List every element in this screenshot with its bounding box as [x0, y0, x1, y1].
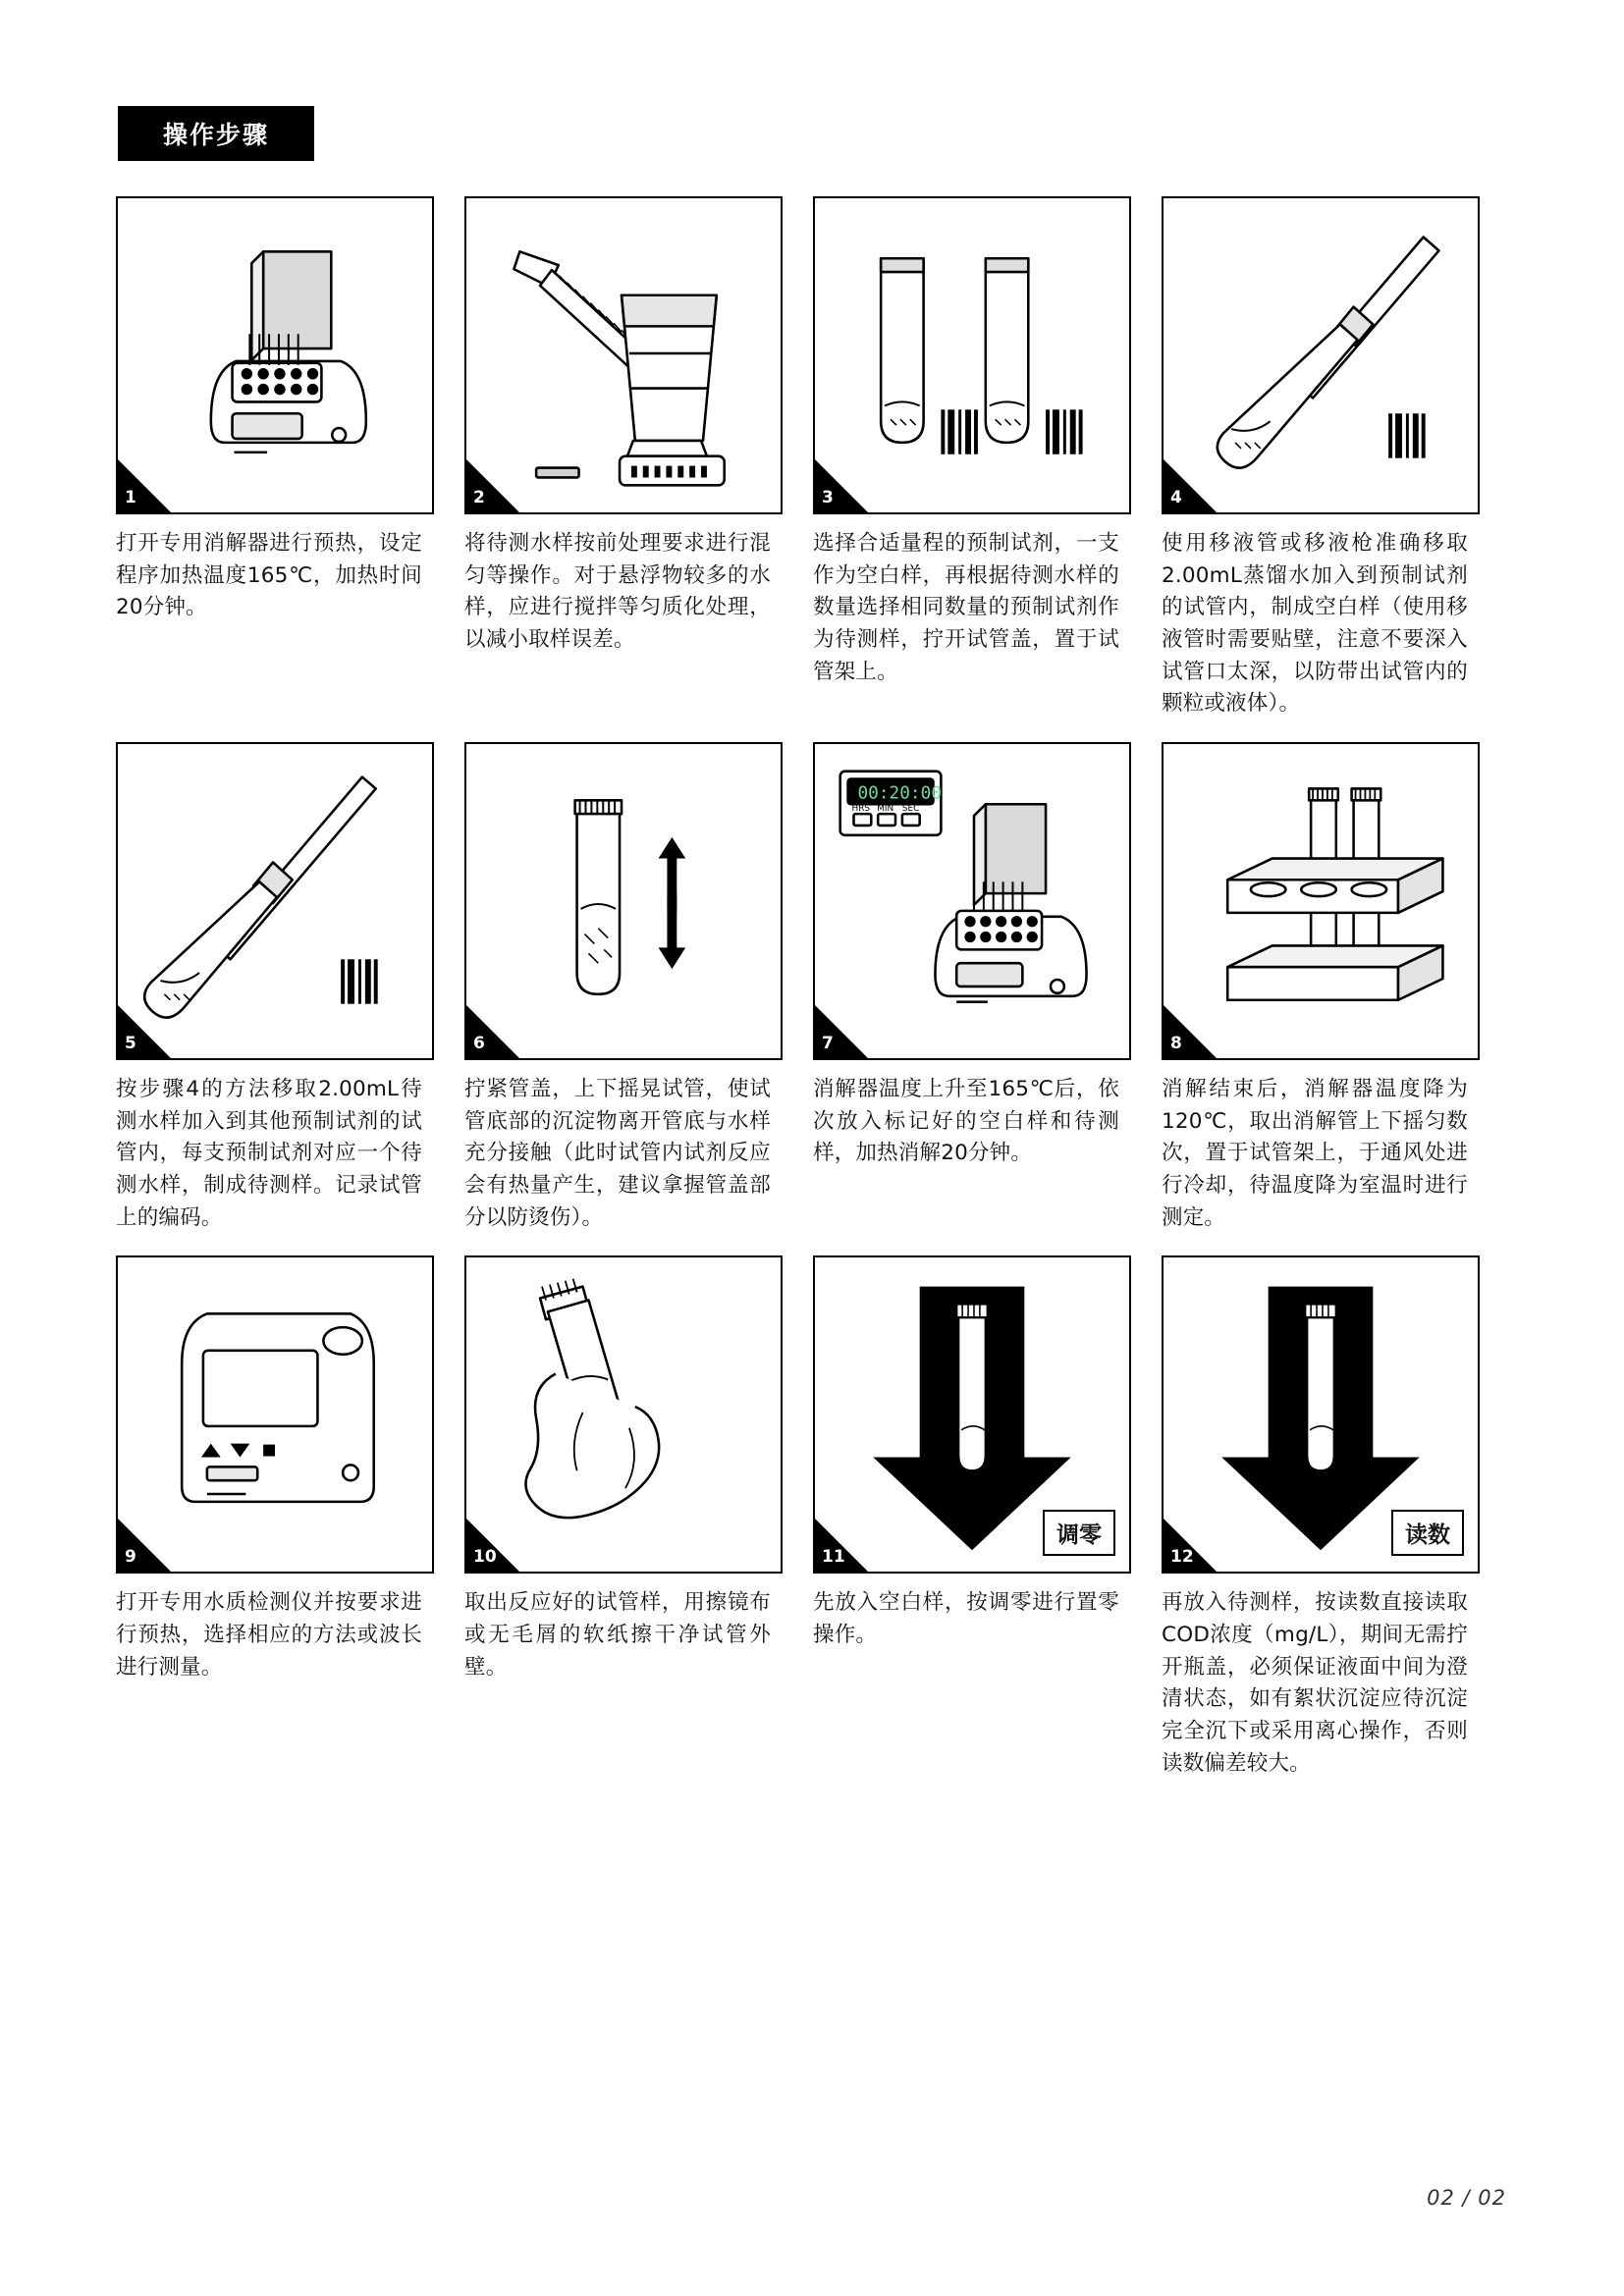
- step-caption-1: 打开专用消解器进行预热，设定程序加热温度165℃，加热时间20分钟。: [116, 531, 422, 620]
- page-number: 02 / 02: [1427, 2186, 1506, 2210]
- step-card-6: [464, 742, 813, 1234]
- step-card-10: [464, 1255, 813, 1780]
- page-title: [118, 106, 314, 161]
- step-number-2: 2: [473, 488, 485, 507]
- svg-text:00:20:00: 00:20:00: [857, 783, 943, 804]
- step-figure-11: [813, 1255, 1131, 1574]
- step-card-8: [1162, 742, 1510, 1234]
- zero-tag-11: 调零: [1043, 1510, 1115, 1556]
- step-caption-11: 先放入空白样，按调零进行置零操作。: [813, 1590, 1119, 1648]
- step-card-7: [813, 742, 1162, 1234]
- step-figure-9: [116, 1255, 434, 1574]
- step-card-1: [116, 196, 464, 721]
- step-caption-5: 按步骤4的方法移取2.00mL待测水样加入到其他预制试剂的试管内，每支预制试剂对应一个待测水样，制成待测样。记录试管上的编码。: [116, 1077, 422, 1230]
- step-card-9: [116, 1255, 464, 1780]
- svg-text:MIN: MIN: [877, 804, 894, 815]
- step-number-10: 10: [473, 1547, 497, 1568]
- step-number-5: 5: [125, 1034, 136, 1054]
- step-caption-6: 拧紧管盖，上下摇晃试管，使试管底部的沉淀物离开管底与水样充分接触（此时试管内试剂反应会有热量产生，建议拿握管盖部分以防烫伤）。: [464, 1077, 771, 1230]
- svg-text:HRS: HRS: [851, 804, 871, 815]
- step-figure-2: [464, 196, 783, 514]
- step-number-12: 12: [1170, 1547, 1194, 1568]
- step-card-5: [116, 742, 464, 1234]
- step-figure-10: [464, 1255, 783, 1574]
- step-card-2: [464, 196, 813, 721]
- step-card-3: [813, 196, 1162, 721]
- step-caption-2: 将待测水样按前处理要求进行混匀等操作。对于悬浮物较多的水样，应进行搅拌等匀质化处理，以减小取样误差。: [464, 531, 771, 653]
- step-number-4: 4: [1170, 488, 1182, 507]
- step-number-11: 11: [822, 1547, 845, 1568]
- step-number-3: 3: [822, 488, 834, 507]
- step-figure-12: [1162, 1255, 1480, 1574]
- step-caption-3: 选择合适量程的预制试剂，一支作为空白样，再根据待测水样的数量选择相同数量的预制试剂作为待测样，拧开试管盖，置于试管架上。: [813, 531, 1119, 684]
- step-number-9: 9: [125, 1547, 136, 1568]
- steps-grid: [116, 196, 1510, 1801]
- step-figure-4: [1162, 196, 1480, 514]
- step-figure-3: [813, 196, 1131, 514]
- step-number-1: 1: [125, 488, 136, 507]
- page-title-text: 操作步骤: [162, 121, 269, 149]
- step-number-8: 8: [1170, 1034, 1182, 1054]
- step-card-11: [813, 1255, 1162, 1780]
- step-card-4: [1162, 196, 1510, 721]
- step-figure-6: [464, 742, 783, 1060]
- step-caption-7: 消解器温度上升至165℃后，依次放入标记好的空白样和待测样，加热消解20分钟。: [813, 1077, 1119, 1166]
- step-number-7: 7: [822, 1034, 834, 1054]
- step-figure-8: [1162, 742, 1480, 1060]
- step-figure-1: [116, 196, 434, 514]
- step-caption-8: 消解结束后，消解器温度降为120℃，取出消解管上下摇匀数次，置于试管架上，于通风处进行冷却，待温度降为室温时进行测定。: [1162, 1077, 1468, 1230]
- step-figure-5: [116, 742, 434, 1060]
- step-caption-10: 取出反应好的试管样，用擦镜布或无毛屑的软纸擦干净试管外壁。: [464, 1590, 771, 1680]
- step-caption-9: 打开专用水质检测仪并按要求进行预热，选择相应的方法或波长进行测量。: [116, 1590, 422, 1680]
- svg-text:SEC: SEC: [901, 804, 920, 815]
- step-number-6: 6: [473, 1034, 485, 1054]
- step-figure-7: [813, 742, 1131, 1060]
- step-card-12: [1162, 1255, 1510, 1780]
- read-tag-12: 读数: [1391, 1510, 1464, 1556]
- step-caption-12: 再放入待测样，按读数直接读取COD浓度（mg/L），期间无需拧开瓶盖，必须保证液面中间为澄清状态，如有絮状沉淀应待沉淀完全沉下或采用离心操作，否则读数偏差较大。: [1162, 1590, 1468, 1776]
- step-caption-4: 使用移液管或移液枪准确移取2.00mL蒸馏水加入到预制试剂的试管内，制成空白样（使用移液管时需要贴壁，注意不要深入试管口太深，以防带出试管内的颗粒或液体）。: [1162, 531, 1468, 717]
